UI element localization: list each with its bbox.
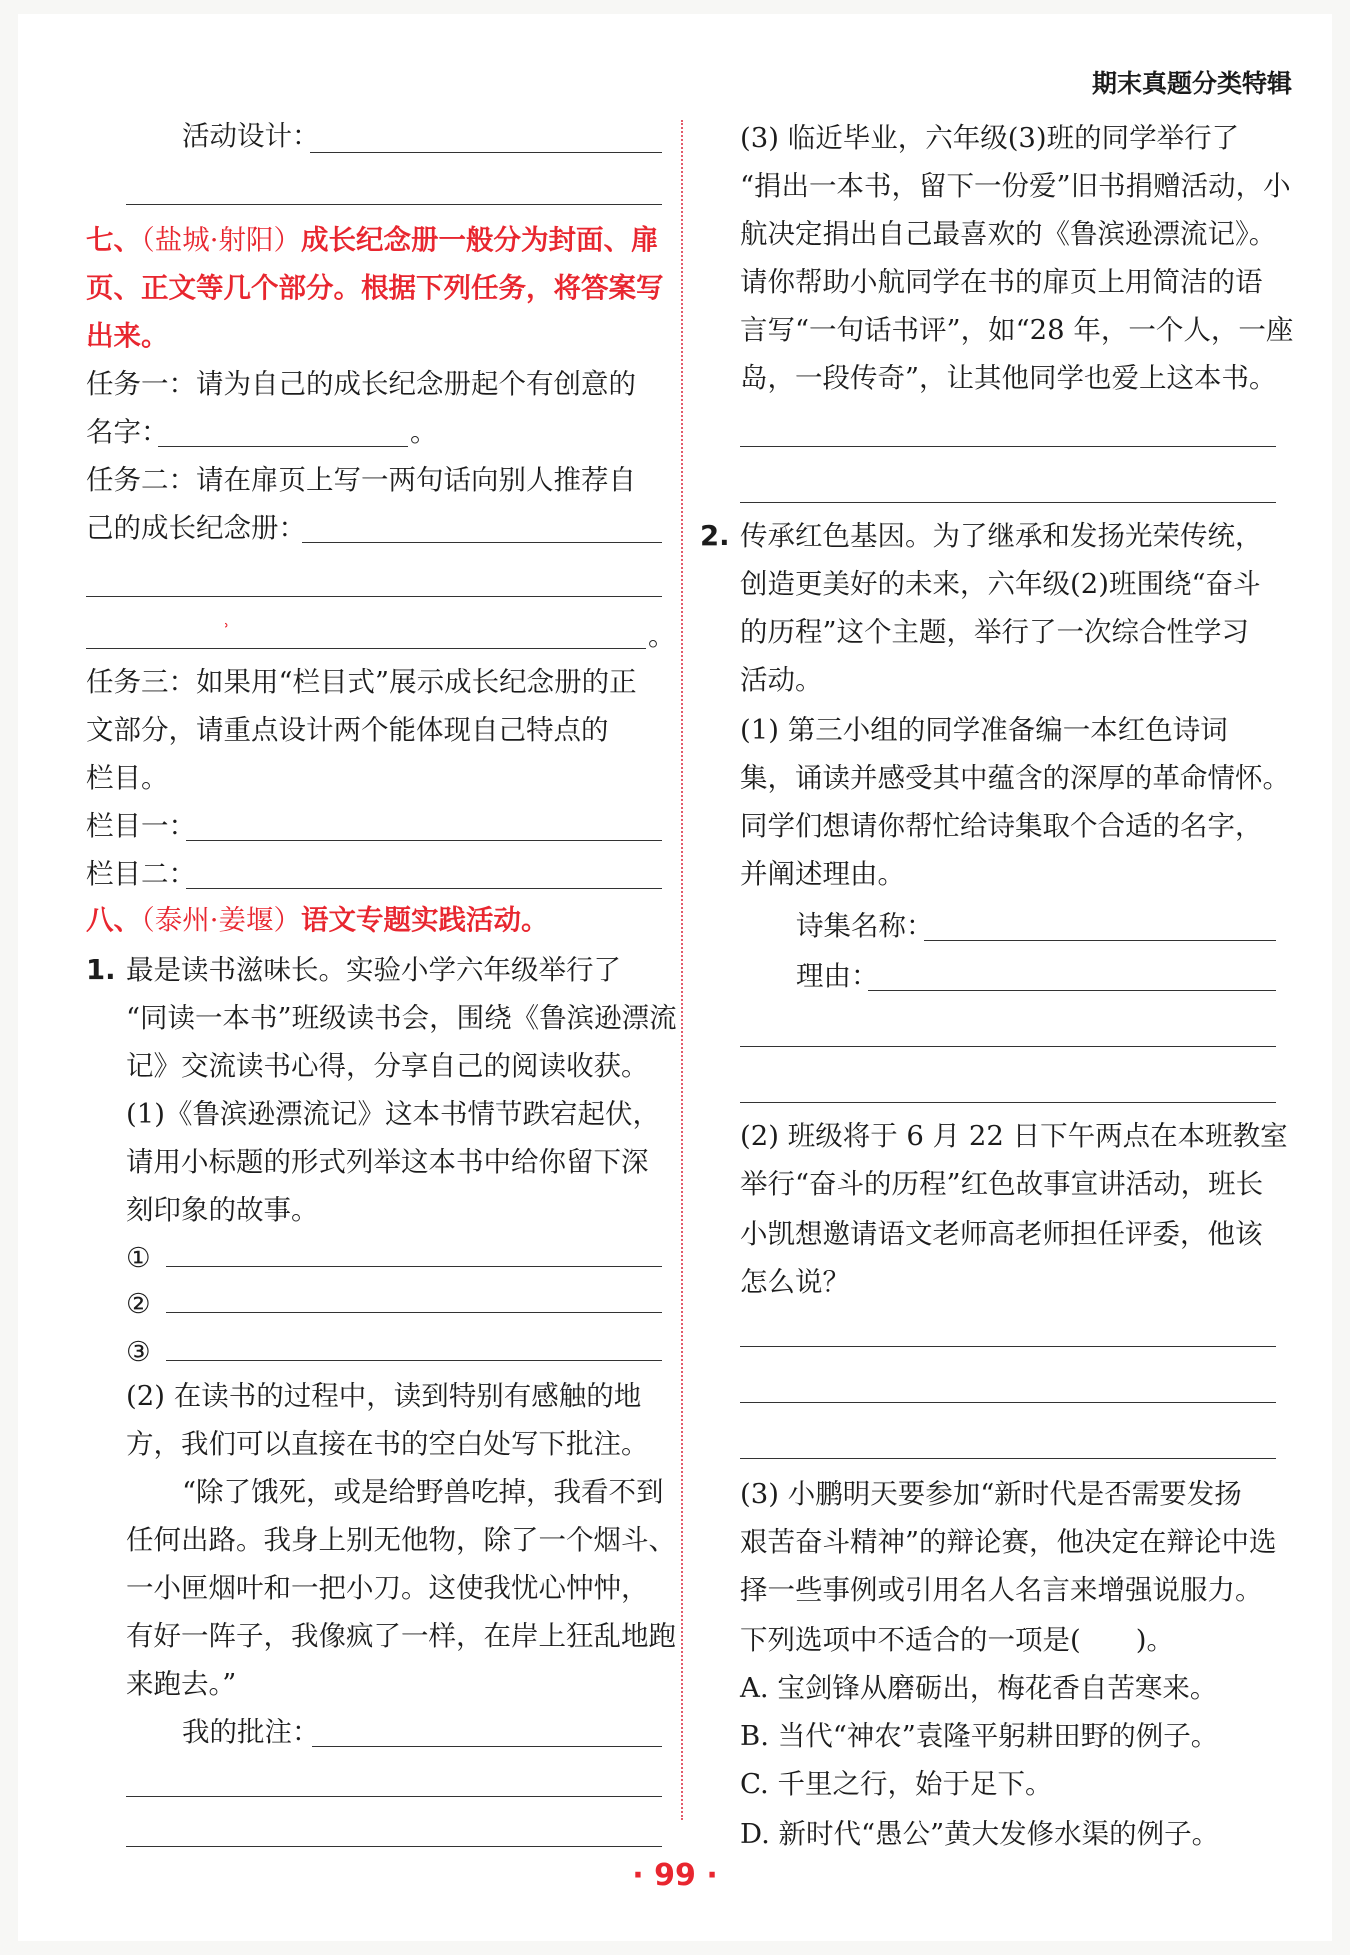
answer-line[interactable]: [924, 940, 1276, 941]
task-2-label: 己的成长纪念册：: [86, 512, 306, 544]
task-2-text: 任务二：请在扉页上写一两句话向别人推荐自: [86, 464, 636, 496]
task-3-text: 栏目。: [86, 762, 169, 794]
answer-line[interactable]: [740, 1102, 1276, 1103]
answer-line[interactable]: [166, 1312, 662, 1313]
subquestion-1: [86, 950, 116, 990]
answer-line[interactable]: [740, 1458, 1276, 1459]
column-2-label: 栏目二：: [86, 858, 196, 890]
part-2-text: 怎么说？: [740, 1266, 850, 1298]
punctuation: 。: [648, 620, 676, 652]
question-7-text: 页、正文等几个部分。根据下列任务，将答案写: [86, 272, 664, 304]
subquestion-2-text: 创造更美好的未来，六年级(2)班围绕“奋斗: [740, 568, 1261, 600]
part-2-text: 小凯想邀请语文老师高老师担任评委，他该: [740, 1218, 1263, 1250]
question-number: 七、: [86, 224, 141, 256]
task-1-name-label: 名字：: [86, 416, 169, 448]
quote-text: 来跑去。”: [126, 1668, 237, 1700]
subquestion-1-text: 记》交流读书心得，分享自己的阅读收获。: [126, 1050, 649, 1082]
reason-label: 理由：: [796, 960, 879, 992]
question-number: 八、: [86, 904, 141, 936]
part-3-text: (3) 临近毕业，六年级(3)班的同学举行了: [740, 122, 1240, 154]
part-1-text: 同学们想请你帮忙给诗集取个合适的名字，: [740, 810, 1263, 842]
running-header: 期末真题分类特辑: [1091, 69, 1292, 98]
punctuation: 。: [410, 416, 438, 448]
quote-text: 任何出路。我身上别无他物，除了一个烟斗、: [126, 1524, 676, 1556]
activity-design-label: 活动设计：: [182, 120, 320, 152]
answer-line[interactable]: [310, 152, 662, 153]
answer-line[interactable]: [86, 596, 662, 597]
subquestion-number: 2.: [700, 520, 730, 552]
option-b[interactable]: B. 当代“神农”袁隆平躬耕田野的例子。: [740, 1720, 1219, 1752]
stray-mark: ˒: [224, 616, 230, 637]
part-1-text: 刻印象的故事。: [126, 1194, 319, 1226]
item-marker: ②: [126, 1288, 151, 1320]
answer-line[interactable]: [126, 1846, 662, 1847]
subquestion-1-text: “同读一本书”班级读书会，围绕《鲁滨逊漂流: [126, 1002, 677, 1034]
answer-line[interactable]: [158, 446, 408, 447]
question-source: （泰州·姜堰）: [141, 904, 301, 936]
part-3-text: 艰苦奋斗精神”的辩论赛，他决定在辩论中选: [740, 1526, 1277, 1558]
item-marker: ①: [126, 1242, 151, 1274]
question-source: （盐城·射阳）: [141, 224, 301, 256]
subquestion-2-text: 传承红色基因。为了继承和发扬光荣传统，: [740, 520, 1263, 552]
answer-line[interactable]: [126, 1796, 662, 1797]
annotation-label: 我的批注：: [182, 1716, 320, 1748]
part-2-text: 方，我们可以直接在书的空白处写下批注。: [126, 1428, 649, 1460]
column-1-label: 栏目一：: [86, 810, 196, 842]
task-3-text: 文部分，请重点设计两个能体现自己特点的: [86, 714, 609, 746]
page-number: · 99 ·: [632, 1858, 718, 1893]
answer-line[interactable]: [186, 840, 662, 841]
part-3-text: (3) 小鹏明天要参加“新时代是否需要发扬: [740, 1478, 1242, 1510]
subquestion-2: [700, 516, 730, 556]
part-2-text: 举行“奋斗的历程”红色故事宣讲活动，班长: [740, 1168, 1264, 1200]
part-3-text: 航决定捐出自己最喜欢的《鲁滨逊漂流记》。: [740, 218, 1277, 250]
subquestion-number: 1.: [86, 954, 116, 986]
part-3-text: 择一些事例或引用名人名言来增强说服力。: [740, 1574, 1263, 1606]
part-3-text: 请你帮助小航同学在书的扉页上用简洁的语: [740, 266, 1263, 298]
answer-line[interactable]: [740, 1402, 1276, 1403]
task-1-text: 任务一：请为自己的成长纪念册起个有创意的: [86, 368, 636, 400]
subquestion-2-text: 的历程”这个主题，举行了一次综合性学习: [740, 616, 1250, 648]
part-2-text: (2) 在读书的过程中，读到特别有感触的地: [126, 1380, 642, 1412]
question-title: 语文专题实践活动。: [301, 904, 549, 936]
item-marker: ③: [126, 1336, 151, 1368]
answer-line[interactable]: [740, 1346, 1276, 1347]
poem-name-label: 诗集名称：: [796, 910, 934, 942]
option-a[interactable]: A. 宝剑锋从磨砺出，梅花香自苦寒来。: [740, 1672, 1218, 1704]
part-1-text: 集，诵读并感受其中蕴含的深厚的革命情怀。: [740, 762, 1290, 794]
answer-line[interactable]: [740, 446, 1276, 447]
question-text: 成长纪念册一般分为封面、扉: [301, 224, 659, 256]
answer-line[interactable]: [740, 502, 1276, 503]
answer-line[interactable]: [86, 648, 646, 649]
answer-line[interactable]: [166, 1360, 662, 1361]
part-1-text: (1)《鲁滨逊漂流记》这本书情节跌宕起伏，: [126, 1098, 660, 1130]
question-7-heading: [86, 220, 659, 260]
answer-line[interactable]: [166, 1266, 662, 1267]
part-3-text: “捐出一本书，留下一份爱”旧书捐赠活动，小: [740, 170, 1291, 202]
answer-line[interactable]: [126, 204, 662, 205]
question-7-text: 出来。: [86, 320, 169, 352]
quote-text: “除了饿死，或是给野兽吃掉，我看不到: [182, 1476, 664, 1508]
task-3-text: 任务三：如果用“栏目式”展示成长纪念册的正: [86, 666, 637, 698]
answer-line[interactable]: [868, 990, 1276, 991]
option-d[interactable]: D. 新时代“愚公”黄大发修水渠的例子。: [740, 1818, 1220, 1850]
question-8-heading: [86, 900, 549, 940]
answer-line[interactable]: [740, 1046, 1276, 1047]
option-c[interactable]: C. 千里之行，始于足下。: [740, 1768, 1053, 1800]
part-3-text: 言写“一句话书评”，如“28 年，一个人，一座: [740, 314, 1294, 346]
quote-text: 一小匣烟叶和一把小刀。这使我忧心忡忡，: [126, 1572, 649, 1604]
part-1-text: 请用小标题的形式列举这本书中给你留下深: [126, 1146, 649, 1178]
part-2-text: (2) 班级将于 6 月 22 日下午两点在本班教室: [740, 1120, 1288, 1152]
quote-text: 有好一阵子，我像疯了一样，在岸上狂乱地跑: [126, 1620, 676, 1652]
answer-line[interactable]: [186, 888, 662, 889]
part-3-text: 下列选项中不适合的一项是( )。: [740, 1624, 1174, 1656]
part-1-text: (1) 第三小组的同学准备编一本红色诗词: [740, 714, 1228, 746]
subquestion-2-text: 活动。: [740, 664, 823, 696]
part-3-text: 岛，一段传奇”，让其他同学也爱上这本书。: [740, 362, 1277, 394]
subquestion-1-text: 最是读书滋味长。实验小学六年级举行了: [126, 954, 621, 986]
column-divider: [681, 120, 683, 1820]
answer-line[interactable]: [312, 1746, 662, 1747]
answer-line[interactable]: [302, 542, 662, 543]
part-1-text: 并阐述理由。: [740, 858, 905, 890]
